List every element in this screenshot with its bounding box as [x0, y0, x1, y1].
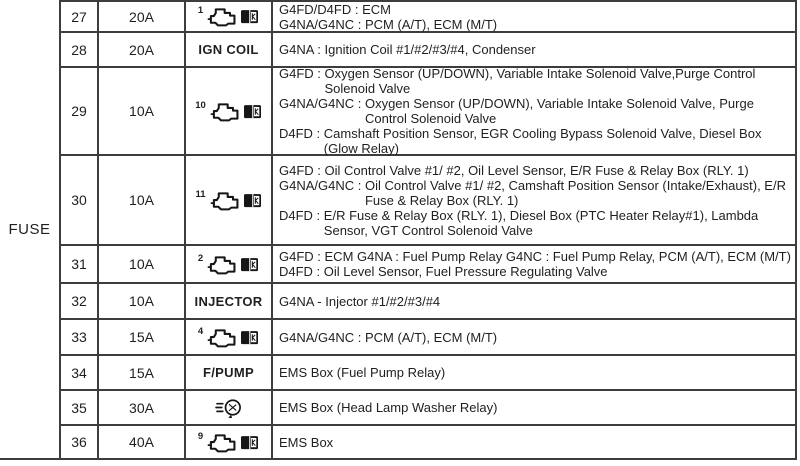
symbol-cell	[186, 356, 273, 389]
engine-icon	[209, 101, 241, 122]
description-line	[279, 96, 791, 126]
table-row	[61, 2, 795, 33]
description-text: Oxygen Sensor (UP/DOWN), Variable Intake Solenoid Valve,Purge Control Solenoid Valve	[324, 66, 756, 96]
amperage-cell: 30A	[99, 391, 186, 424]
description-text: Camshaft Position Sensor, EGR Cooling Bypass Solenoid Valve, Diesel Box (Glow Relay)	[323, 126, 762, 156]
description-line	[279, 264, 791, 279]
description-cell	[273, 320, 795, 354]
engine-code-prefix: G4FD :	[279, 162, 325, 178]
table-row	[61, 246, 795, 284]
symbol-cell	[186, 320, 273, 354]
amperage-cell: 10A	[99, 246, 186, 282]
table-row	[61, 156, 795, 246]
engine-code-prefix: G4FD :	[279, 66, 325, 81]
table-row	[61, 356, 795, 391]
description-line	[279, 178, 791, 208]
description-cell	[273, 284, 795, 318]
fuse-table	[59, 0, 797, 460]
symbol-icon-group	[198, 254, 259, 275]
amperage-cell: 10A	[99, 156, 186, 244]
description-line	[279, 208, 791, 238]
fuse-number-cell: 29	[61, 68, 99, 154]
symbol-superscript: 10	[195, 99, 206, 111]
fuse-group-label: FUSE	[0, 0, 59, 460]
description-line	[279, 126, 791, 156]
amperage-cell: 15A	[99, 320, 186, 354]
ecu-module-icon	[243, 103, 262, 120]
ecu-module-icon	[240, 8, 259, 25]
fuse-number-cell: 34	[61, 356, 99, 389]
symbol-label: INJECTOR	[194, 293, 263, 309]
engine-code-prefix: D4FD :	[279, 126, 324, 141]
symbol-cell	[186, 391, 273, 424]
symbol-cell	[186, 68, 273, 154]
fuse-number-cell: 27	[61, 2, 99, 31]
description-cell	[273, 33, 795, 66]
symbol-superscript: 9	[197, 430, 204, 442]
fuse-number-cell: 28	[61, 33, 99, 66]
description-cell	[273, 356, 795, 389]
description-text: Ignition Coil #1/#2/#3/#4, Condenser	[324, 42, 536, 57]
ecu-module-icon	[243, 192, 262, 209]
symbol-icon-group	[195, 190, 261, 211]
engine-code-prefix: G4NA/G4NC :	[279, 329, 365, 345]
engine-icon	[209, 190, 241, 211]
symbol-superscript: 1	[197, 5, 204, 16]
description-cell	[273, 2, 795, 31]
description-line	[279, 294, 791, 309]
description-text: EMS Box (Fuel Pump Relay)	[279, 365, 446, 380]
description-line	[279, 400, 791, 415]
engine-code-prefix: D4FD :	[279, 207, 324, 223]
description-line	[279, 435, 791, 450]
engine-code-prefix: G4NA/G4NC :	[279, 177, 365, 193]
engine-code-prefix: G4NA :	[279, 42, 325, 57]
symbol-cell	[186, 246, 273, 282]
description-cell	[273, 68, 795, 154]
description-text: Oil Control Valve #1/ #2, Oil Level Sensor, E/R Fuse & Relay Box (RLY. 1)	[324, 162, 749, 178]
amperage-cell: 20A	[99, 2, 186, 31]
symbol-cell	[186, 2, 273, 31]
headlamp-washer-icon	[212, 397, 245, 419]
symbol-superscript: 4	[197, 325, 204, 337]
engine-icon	[206, 6, 238, 27]
description-text: ECM	[362, 1, 391, 17]
fuse-number-cell: 32	[61, 284, 99, 318]
fuse-number-cell: 33	[61, 320, 99, 354]
symbol-superscript: 11	[195, 188, 206, 200]
description-text: ECM G4NA : Fuel Pump Relay G4NC : Fuel Pump Relay, PCM (A/T), ECM (M/T)	[324, 249, 791, 264]
description-text: Oil Level Sensor, Fuel Pressure Regulating Valve	[323, 264, 608, 279]
ecu-module-icon	[240, 256, 259, 273]
description-line	[279, 42, 791, 57]
description-line	[279, 163, 791, 178]
description-text: PCM (A/T), ECM (M/T)	[364, 16, 498, 32]
fuse-number-cell: 31	[61, 246, 99, 282]
table-row	[61, 68, 795, 156]
symbol-icon-group	[198, 432, 259, 453]
symbol-cell	[186, 284, 273, 318]
symbol-superscript: 2	[197, 252, 204, 264]
description-cell	[273, 246, 795, 282]
ecu-module-icon	[240, 329, 259, 346]
amperage-cell: 10A	[99, 284, 186, 318]
table-row	[61, 320, 795, 356]
symbol-label: IGN COIL	[198, 42, 259, 57]
description-cell	[273, 156, 795, 244]
engine-code-prefix: D4FD :	[279, 264, 324, 279]
description-text: Oxygen Sensor (UP/DOWN), Variable Intake Solenoid Valve, Purge Control Solenoid Valve	[364, 96, 754, 126]
amperage-cell: 10A	[99, 68, 186, 154]
symbol-icon-group	[212, 397, 245, 419]
description-text: EMS Box (Head Lamp Washer Relay)	[279, 400, 498, 415]
description-line	[279, 249, 791, 264]
symbol-label: F/PUMP	[203, 365, 254, 380]
symbol-cell	[186, 33, 273, 66]
description-text: G4NA - Injector #1/#2/#3/#4	[279, 293, 441, 309]
table-row	[61, 33, 795, 68]
fuse-number-cell: 35	[61, 391, 99, 424]
description-line	[279, 2, 791, 17]
amperage-cell: 40A	[99, 426, 186, 458]
description-text: E/R Fuse & Relay Box (RLY. 1), Diesel Box (PTC Heater Relay#1), Lambda Sensor, VGT Control Solenoid Valve	[323, 207, 759, 238]
engine-code-prefix: G4FD/D4FD :	[279, 1, 363, 17]
description-cell	[273, 391, 795, 424]
description-cell	[273, 426, 795, 458]
engine-code-prefix: G4NA/G4NC :	[279, 16, 365, 32]
engine-icon	[206, 254, 238, 275]
description-line	[279, 330, 791, 345]
symbol-icon-group	[198, 6, 259, 27]
symbol-icon-group	[195, 101, 262, 122]
engine-icon	[206, 432, 238, 453]
amperage-cell: 15A	[99, 356, 186, 389]
description-line	[279, 66, 791, 96]
description-text: EMS Box	[279, 434, 334, 450]
table-row	[61, 284, 795, 320]
table-row	[61, 391, 795, 426]
fuse-number-cell: 30	[61, 156, 99, 244]
description-line	[279, 365, 791, 380]
description-line	[279, 17, 791, 32]
engine-code-prefix: G4FD :	[279, 249, 325, 264]
amperage-cell: 20A	[99, 33, 186, 66]
fuse-number-cell: 36	[61, 426, 99, 458]
table-row	[61, 426, 795, 458]
description-text: Oil Control Valve #1/ #2, Camshaft Position Sensor (Intake/Exhaust), E/R Fuse & Relay Box (RLY. 1)	[364, 177, 786, 208]
ecu-module-icon	[240, 434, 259, 451]
symbol-cell	[186, 156, 273, 244]
symbol-cell	[186, 426, 273, 458]
description-text: PCM (A/T), ECM (M/T)	[364, 329, 498, 345]
engine-icon	[206, 327, 238, 348]
symbol-icon-group	[198, 327, 259, 348]
engine-code-prefix: G4NA/G4NC :	[279, 96, 365, 111]
